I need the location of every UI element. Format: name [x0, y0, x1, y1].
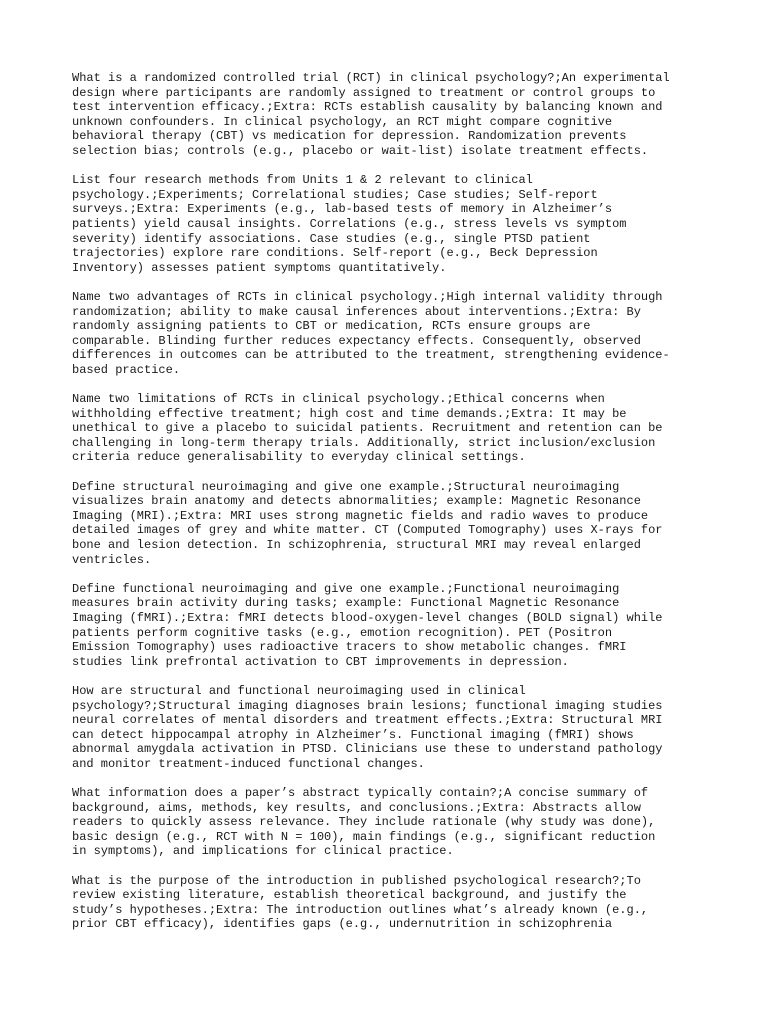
flashcard-entry-abstract: What information does a paper’s abstract typically contain?;A concise summary of background, aims, methods, key results, and conclusions.;Extra: Abstracts allow readers to quickly assess relevance. They include rationale (why study was done), basic design (e.g., RCT with N = 100), main findings (e.g., significant reduction in symptoms), and implications for clinical practice.	[72, 786, 656, 859]
flashcard-entry-functional-neuroimaging: Define functional neuroimaging and give one example.;Functional neuroimaging measures brain activity during tasks; example: Functional Magnetic Resonance Imaging (fMRI).;Extra: fMRI detects blood-oxygen-level changes (BOLD signal) while patients perform cognitive tasks (e.g., emotion recognition). PET (Positron Emission Tomography) uses radioactive tracers to show metabolic changes. fMRI studies link prefrontal activation to CBT improvements in depression.	[72, 581, 663, 669]
flashcard-entry-neuroimaging-uses: How are structural and functional neuroimaging used in clinical psychology?;Structural imaging diagnoses brain lesions; functional imaging studies neural correlates of mental disorders and treatment effects.;Extra: Structural MRI can detect hippocampal atrophy in Alzheimer’s. Functional imaging (fMRI) shows abnormal amygdala activation in PTSD. Clinicians use these to understand pathology and monitor treatment-induced functional changes.	[72, 683, 663, 771]
flashcard-entry-structural-neuroimaging: Define structural neuroimaging and give one example.;Structural neuroimaging visualizes brain anatomy and detects abnormalities; example: Magnetic Resonance Imaging (MRI).;Extra: MRI uses strong magnetic fields and radio waves to produce detailed images of grey and white matter. CT (Computed Tomography) uses X-rays for bone and lesion detection. In schizophrenia, structural MRI may reveal enlarged ventricles.	[72, 479, 663, 567]
flashcard-entry-introduction: What is the purpose of the introduction in published psychological research?;To review existing literature, establish theoretical background, and justify the study’s hypotheses.;Extra: The introduction outlines what’s already known (e.g., prior CBT efficacy), identifies gaps (e.g., undernutrition in schizophrenia	[72, 873, 649, 932]
flashcard-entry-research-methods: List four research methods from Units 1 & 2 relevant to clinical psychology.;Experiments; Correlational studies; Case studies; Self-report surveys.;Extra: Experiments (e.g., lab-based tests of memory in Alzheimer’s patients) yield causal insights. Correlations (e.g., stress levels vs symptom severity) identify associations. Case studies (e.g., single PTSD patient trajectories) explore rare conditions. Self-report (e.g., Beck Depression Inventory) assesses patient symptoms quantitatively.	[72, 173, 627, 275]
flashcard-entry-rct-limitations: Name two limitations of RCTs in clinical psychology.;Ethical concerns when withholding effective treatment; high cost and time demands.;Extra: It may be unethical to give a placebo to suicidal patients. Recruitment and retention can be challenging in long-term therapy trials. Additionally, strict inclusion/exclusion criteria reduce generalisability to everyday clinical settings.	[72, 392, 663, 465]
flashcard-entry-rct-definition: What is a randomized controlled trial (RCT) in clinical psychology?;An experimental design where participants are randomly assigned to treatment or control groups to test intervention efficacy.;Extra: RCTs establish causality by balancing known and unknown confounders. In clinical psychology, an RCT might compare cognitive behavioral therapy (CBT) vs medication for depression. Randomization prevents selection bias; controls (e.g., placebo or wait-list) isolate treatment effects.	[72, 71, 670, 158]
flashcard-entry-rct-advantages: Name two advantages of RCTs in clinical psychology.;High internal validity through randomization; ability to make causal inferences about interventions.;Extra: By randomly assigning patients to CBT or medication, RCTs ensure groups are comparable. Blinding further reduces expectancy effects. Consequently, observed differences in outcomes can be attributed to the treatment, strengthening evidence- based practice.	[72, 289, 670, 377]
